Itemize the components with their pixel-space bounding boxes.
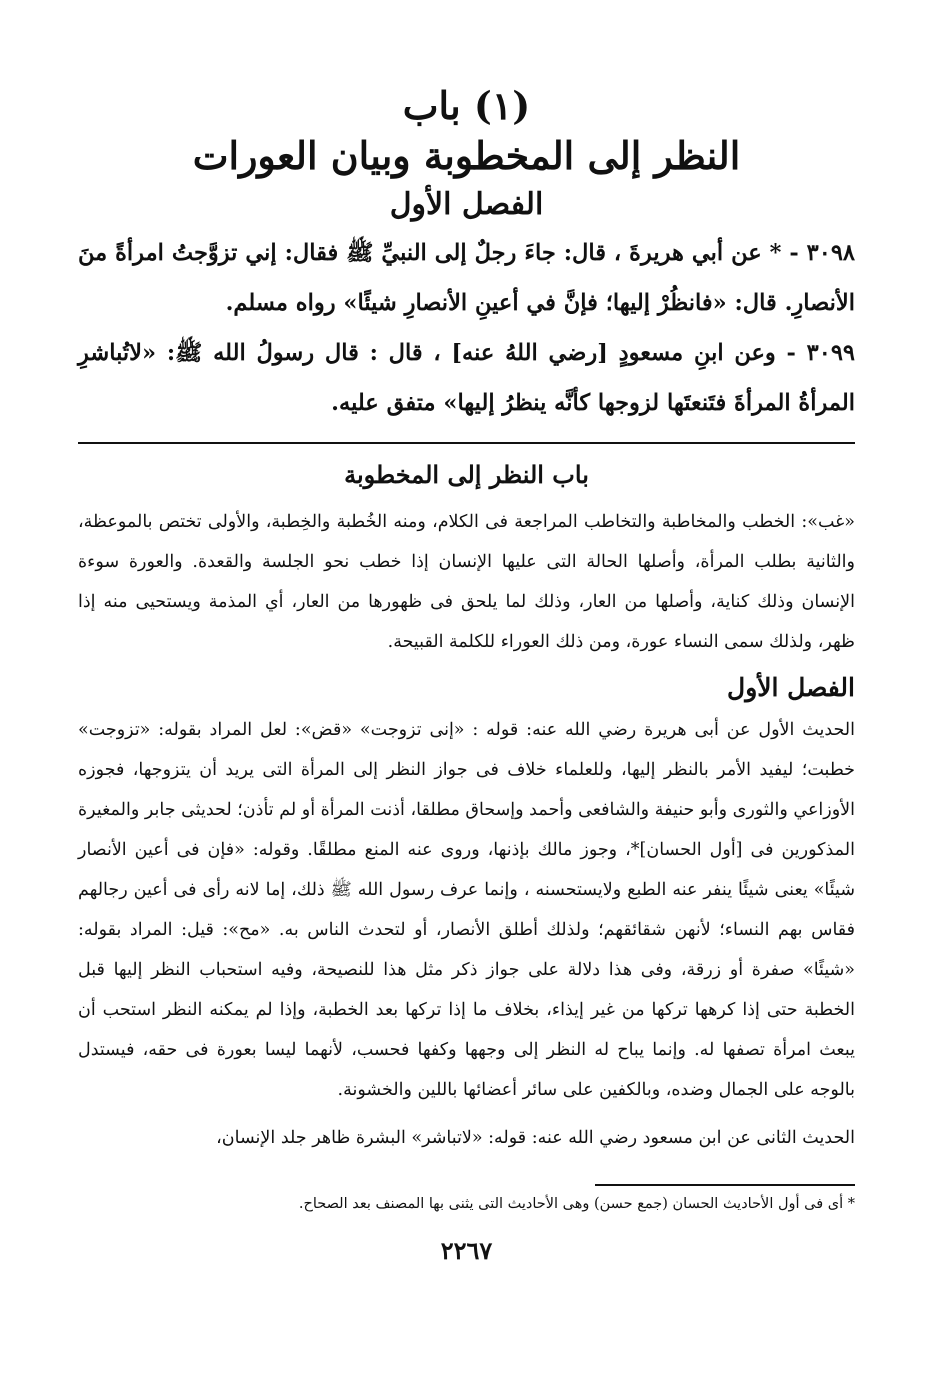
- hadith-3099: ٣٠٩٩ - وعن ابنِ مسعودٍ [رضي اللهُ عنه] ، قال : قال رسولُ الله ﷺ: «لاتُباشرِ المرأةُ المرأةَ فتَنعتَها لزوجها كأنَّه ينظرُ إليها» متفق عليه.: [78, 340, 855, 416]
- chapter-title: النظر إلى المخطوبة وبيان العورات: [192, 133, 741, 178]
- commentary-hadith-2: الحديث الثانى عن ابن مسعود رضي الله عنه: قوله: «لاتباشر» البشرة ظاهر جلد الإنسان،: [216, 1128, 855, 1148]
- footnote: * أى فى أول الأحاديث الحسان (جمع حسن) وهى الأحاديث التى يثنى بها المصنف بعد الصحاح.: [298, 1196, 855, 1212]
- footnote-divider: [595, 1184, 855, 1186]
- section-divider: [78, 442, 855, 444]
- section-heading: الفصل الأول: [389, 187, 544, 222]
- chapter-number: (١) باب: [402, 83, 531, 128]
- hadith-3098: ٣٠٩٨ - * عن أبي هريرةَ ، قال: جاءَ رجلٌ إلى النبيِّ ﷺ فقال: إني تزوَّجتُ امرأةً منَ الأنصارِ. قال: «فانظُرْ إليها؛ فإنَّ في أعينِ الأنصارِ شيئًا» رواه مسلم.: [78, 240, 855, 316]
- commentary-title: باب النظر إلى المخطوبة: [344, 460, 589, 489]
- commentary-hadith-1: الحديث الأول عن أبى هريرة رضي الله عنه: قوله : «إنى تزوجت» «قض»: لعل المراد بقوله: «تزوجت» خطبت؛ ليفيد الأمر بالنظر إليها، وللعلماء خلاف فى جواز النظر إلى المرأة التى يريد أن يتزوجها، فجوزه الأوزاعي والثورى وأبو حنيفة والشافعى وأحمد وإسحاق مطلقا، أذنت المرأة أو لم تأذن؛ لحديثى جابر والمغيرة المذكورين فى [أول الحسان]*، وجوز مالك بإذنها، وروى عنه المنع مطلقًا. وقوله: «فإن فى أعين الأنصار شيئًا» يعنى شيئًا ينفر عنه الطبع ولايستحسنه ، وإنما عرف رسول الله ﷺ ذلك، إما لانه رأى فى أعين رجالهم فقاس بهم النساء؛ لأنهن شقائقهم؛ ولذلك أطلق الأنصار، أو لتحدث الناس به. «مح»: قيل: المراد بقوله: «شيئًا» صفرة أو زرقة، وفى هذا دلالة على جواز ذكر مثل هذا للنصيحة، وفيه استحباب النظر إليها قبل الخطبة حتى إذا كرهها تركها من غير إيذاء، بخلاف ما إذا تركها بعد الخطبة، وإذا لم يمكنه النظر استحب أن يبعث امرأة تصفها له. وإنما يباح له النظر إلى وجهها وكفها فحسب، لأنهما ليسا بعورة فى حقه، فيستدل بالوجه على الجمال وضده، وبالكفين على سائر أعضائها باللين والخشونة.: [78, 720, 855, 1100]
- page-number: ٢٢٦٧: [440, 1236, 493, 1265]
- commentary-subheading: الفصل الأول: [727, 673, 855, 702]
- commentary-intro: «غب»: الخطب والمخاطبة والتخاطب المراجعة فى الكلام، ومنه الخُطبة والخِطبة، والأولى تختص بالموعظة، والثانية بطلب المرأة، وأصلها الحالة التى عليها الإنسان إذا خطب نحو الجلسة والقعدة. والعورة سوءة الإنسان وذلك كناية، وأصلها من العار، وذلك لما يلحق فى ظهورها من العار، أي المذمة ويستحيى منه إذا ظهر، ولذلك سمى النساء عورة، ومن ذلك العوراء للكلمة القبيحة.: [78, 512, 855, 652]
